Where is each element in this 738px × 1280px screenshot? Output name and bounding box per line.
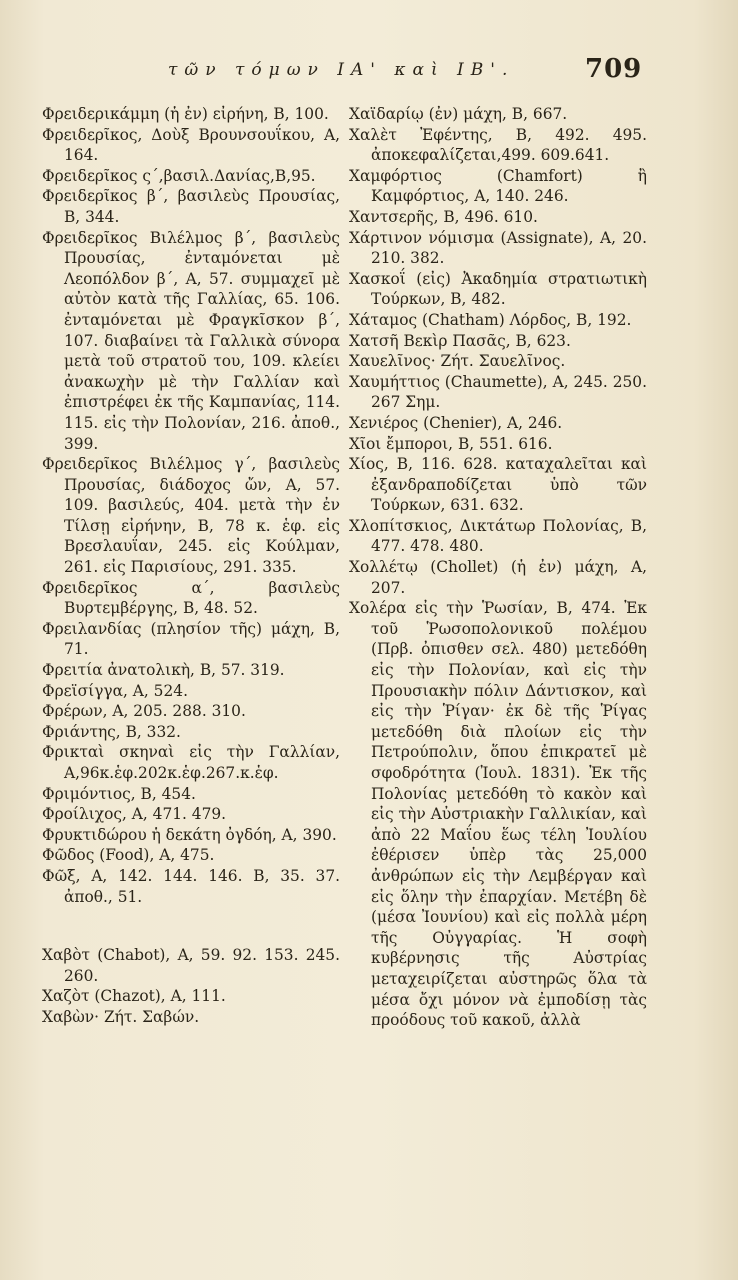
index-entry: Χλοπίτσκιος, Δικτάτωρ Πολονίας, Β, 477. 478. 480. bbox=[349, 516, 647, 556]
index-entry: Χάρτινον νόμισμα (Assignate), Α, 20. 210. 382. bbox=[349, 228, 647, 268]
index-entry: Φρειδερῖκος Βιλέλμος γ΄, βασιλεὺς Προυσίας, διάδοχος ὤν, Α, 57. 109. βασιλεύς, 404. μετὰ τὴν ἐν Τίλσῃ εἰρήνην, Β, 78 κ. ἑφ. εἰς Βρεσλαυΐαν, 245. εἰς Κούλμαν, 261. εἰς Παρισίους, 291. 335. bbox=[42, 455, 340, 577]
index-entry: Χῖοι ἔμποροι, Β, 551. 616. bbox=[349, 434, 553, 453]
index-entry: Φρειδερῖκος α΄, βασιλεὺς Βυρτεμβέργης, Β, 48. 52. bbox=[42, 578, 340, 618]
index-entry: Χαυελῖνος· Ζήτ. Σαυελῖνος. bbox=[349, 352, 566, 371]
section-gap bbox=[42, 907, 340, 945]
index-entry: Χαλὲτ Ἐφέντης, Β, 492. 495. ἀποκεφαλίζεται,499. 609.641. bbox=[349, 125, 647, 165]
index-entry: Φριμόντιος, Β, 454. bbox=[42, 784, 196, 803]
index-entry: Φρυκτιδώρου ἡ δεκάτη ὀγδόη, Α, 390. bbox=[42, 825, 337, 844]
index-entry: Χαϊδαρίῳ (ἐν) μάχη, Β, 667. bbox=[349, 105, 568, 123]
index-entry: Φρειδερῖκος Βιλέλμος β΄, βασιλεὺς Προυσίας, ἐνταμόνεται μὲ Λεοπόλδον β΄, Α, 57. συμμαχεῖ μὲ αὐτὸν κατὰ τῆς Γαλλίας, 65. 106. ἐνταμόνεται μὲ Φραγκῖσκον β΄, 107. διαβαίνει τὰ Γαλλικὰ σύνορα μετὰ τοῦ στρατοῦ του, 109. κλείει ἀνακωχὴν μὲ τὴν Γαλλίαν καὶ ἐπιστρέφει ἐκ τῆς Καμπανίας, 114. 115. εἰς τὴν Πολονίαν, 216. ἀποθ., 399. bbox=[42, 228, 340, 453]
index-entry: Φροίλιχος, Α, 471. 479. bbox=[42, 805, 227, 824]
index-entry: Χολέρα εἰς τὴν Ῥωσίαν, Β, 474. Ἐκ τοῦ Ῥωσοπολονικοῦ πολέμου (Πρβ. ὀπισθεν σελ. 480) μετεδόθη εἰς τὴν Πολονίαν, καὶ εἰς τὴν Προυσιακὴν πόλιν Δάντισκον, καὶ εἰς τὴν Ῥίγαν· ἐκ δὲ τῆς Ῥίγας μετεδόθη διὰ πλοίων εἰς τὴν Πετρούπολιν, ὅπου ἐπικρατεῖ μὲ σφοδρότητα (Ἰουλ. 1831). Ἐκ τῆς Πολονίας μετεδόθη τὸ κακὸν καὶ εἰς τὴν Αὐστριακὴν Γαλλικίαν, καὶ ἀπὸ 22 Μαΐου ἕως τέλη Ἰουλίου ἐθέρισεν ὑπὲρ τὰς 25,000 ἀνθρώπων εἰς τὴν Λεμβέργαν καὶ εἰς ὅλην τὴν ἐπαρχίαν. Μετέβη δὲ (μέσα Ἰουνίου) καὶ εἰς πολλὰ μέρη τῆς Οὐγγαρίας. Ἡ σοφὴ κυβέρνησις τῆς Αὐστρίας μεταχειρίζεται αὐστηρῶς ὅλα τὰ μέσα ὄχι μόνον νὰ ἐμποδίσῃ τὰς προόδους τοῦ κακοῦ, ἀλλὰ bbox=[349, 599, 647, 1030]
index-entry: Χαμφόρτιος (Chamfort) ἢ Καμφόρτιος, Α, 140. 246. bbox=[349, 166, 647, 206]
index-entry: Φρεϊσίγγα, Α, 524. bbox=[42, 681, 188, 700]
running-head: τῶν τόμων ΙΑ' καὶ ΙΒ'. bbox=[168, 60, 515, 80]
index-entry: Φῶδος (Food), Α, 475. bbox=[42, 846, 215, 865]
index-column-left bbox=[42, 104, 340, 1028]
index-column-right bbox=[349, 104, 647, 1031]
index-entry: Φῶξ, Α, 142. 144. 146. Β, 35. 37. ἀποθ., 51. bbox=[42, 866, 340, 906]
index-entry: Φρειτία ἀνατολικὴ, Β, 57. 319. bbox=[42, 661, 285, 680]
index-entry: Χατσῆ Βεκὶρ Πασᾶς, Β, 623. bbox=[349, 331, 571, 350]
index-entry: Χαντσερῆς, Β, 496. 610. bbox=[349, 207, 538, 226]
index-entry: Φρέρων, Α, 205. 288. 310. bbox=[42, 702, 246, 721]
index-entry: Χαυμήττιος (Chaumette), Α, 245. 250. 267 Σημ. bbox=[349, 372, 647, 412]
index-entry: Φρειδερῖκος ς΄,βασιλ.Δανίας,Β,95. bbox=[42, 166, 316, 185]
index-entry: Φρειδερῖκος, Δοὺξ Βρουνσουΐκου, Α, 164. bbox=[42, 125, 340, 165]
index-entry: Χολλέτῳ (Chollet) (ἡ ἐν) μάχη, Α, 207. bbox=[349, 558, 647, 597]
index-entry: Χαβὸτ (Chabot), Α, 59. 92. 153. 245. 260. bbox=[42, 946, 340, 985]
page-header bbox=[0, 52, 738, 92]
index-entry: Φρειδερῖκος β΄, βασιλεὺς Προυσίας, Β, 344. bbox=[42, 187, 340, 226]
page-number: 709 bbox=[585, 54, 643, 84]
index-entry: Χαβὼν· Ζήτ. Σαβών. bbox=[42, 1007, 200, 1026]
index-entry: Φριάντης, Β, 332. bbox=[42, 722, 181, 741]
index-entry: Φρικταὶ σκηναὶ εἰς τὴν Γαλλίαν, Α,96κ.ἑφ.202κ.ἑφ.267.κ.ἑφ. bbox=[42, 743, 340, 782]
index-entry: Χενιέρος (Chenier), Α, 246. bbox=[349, 413, 563, 432]
index-entry: Χίος, Β, 116. 628. καταχαλεῖται καὶ ἐξανδραποδίζεται ὑπὸ τῶν Τούρκων, 631. 632. bbox=[349, 455, 647, 515]
index-entry: Χαζὸτ (Chazot), Α, 111. bbox=[42, 987, 226, 1006]
index-entry: Χασκοΐ (εἰς) Ἀκαδημία στρατιωτικὴ Τούρκων, Β, 482. bbox=[349, 269, 647, 309]
index-entry: Χάταμος (Chatham) Λόρδος, Β, 192. bbox=[349, 310, 632, 329]
index-entry: Φρειλανδίας (πλησίον τῆς) μάχη, Β, 71. bbox=[42, 619, 340, 659]
index-entry: Φρειδερικάμμη (ἡ ἐν) εἰρήνη, Β, 100. bbox=[42, 105, 329, 123]
